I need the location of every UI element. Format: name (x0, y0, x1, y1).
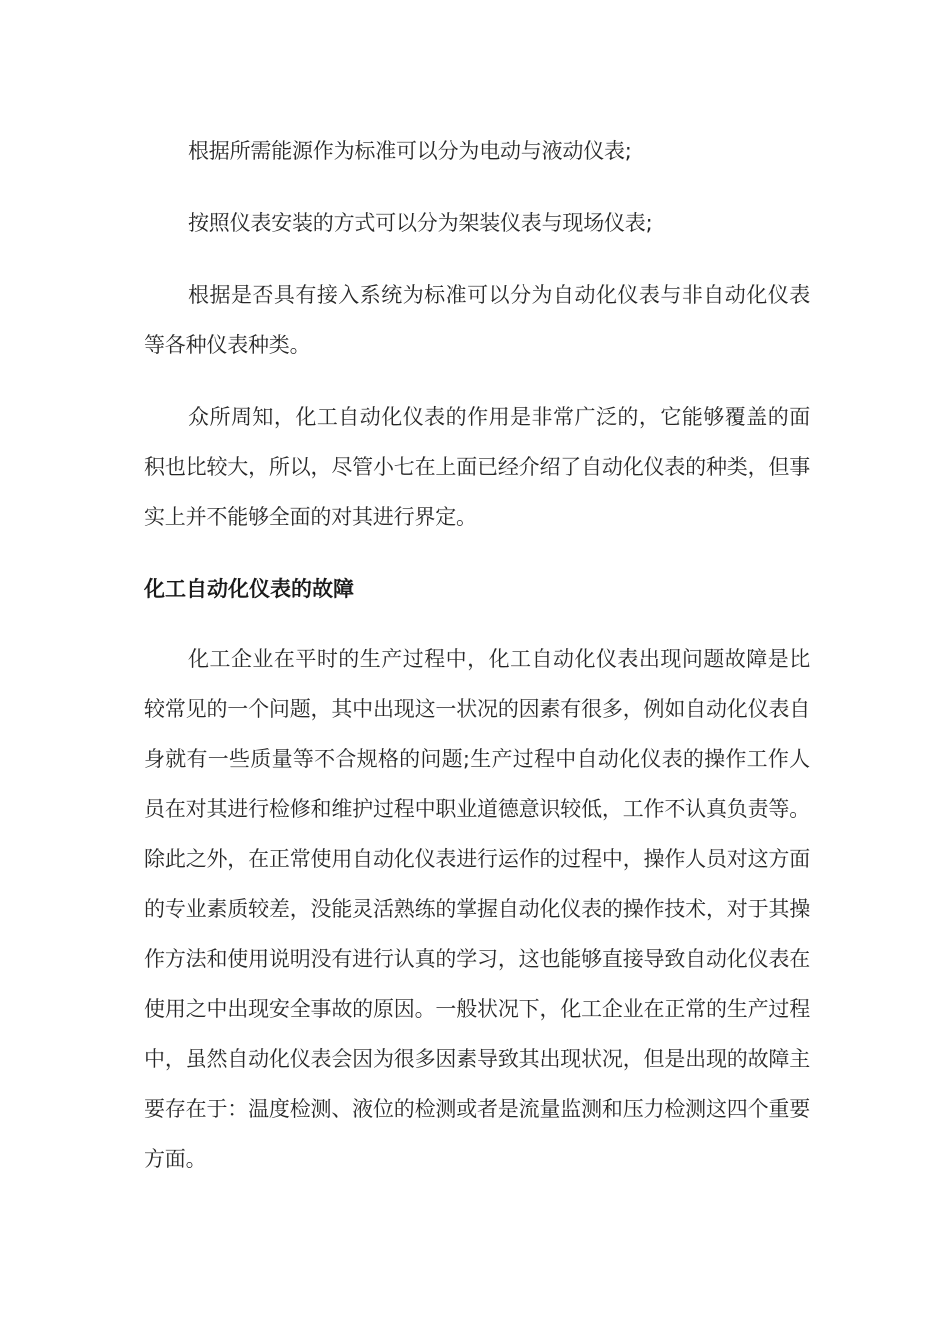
paragraph-instrument-scope: 众所周知，化工自动化仪表的作用是非常广泛的，它能够覆盖的面积也比较大，所以，尽管小七在上面已经介绍了自动化仪表的种类，但事实上并不能够全面的对其进行界定。 (144, 405, 810, 529)
paragraph-energy-classification: 根据所需能源作为标准可以分为电动与液动仪表; (188, 139, 632, 163)
paragraph-instrument-faults: 化工企业在平时的生产过程中，化工自动化仪表出现问题故障是比较常见的一个问题，其中出现这一状况的因素有很多，例如自动化仪表自身就有一些质量等不合规格的问题;生产过程中自动化仪表的操作工作人员在对其进行检修和维护过程中职业道德意识较低，工作不认真负责等。除此之外，在正常使用自动化仪表进行运作的过程中，操作人员对这方面的专业素质较差，没能灵活熟练的掌握自动化仪表的操作技术，对于其操作方法和使用说明没有进行认真的学习，这也能够直接导致自动化仪表在使用之中出现安全事故的原因。一般状况下，化工企业在正常的生产过程中，虽然自动化仪表会因为很多因素导致其出现状况，但是出现的故障主要存在于：温度检测、液位的检测或者是流量监测和压力检测这四个重要方面。 (144, 647, 810, 1171)
section-heading: 化工自动化仪表的故障 (144, 577, 354, 601)
paragraph-installation-classification: 按照仪表安装的方式可以分为架装仪表与现场仪表; (188, 211, 653, 235)
document-body (144, 126, 810, 1184)
paragraph-system-access-classification: 根据是否具有接入系统为标准可以分为自动化仪表与非自动化仪表等各种仪表种类。 (144, 283, 810, 357)
